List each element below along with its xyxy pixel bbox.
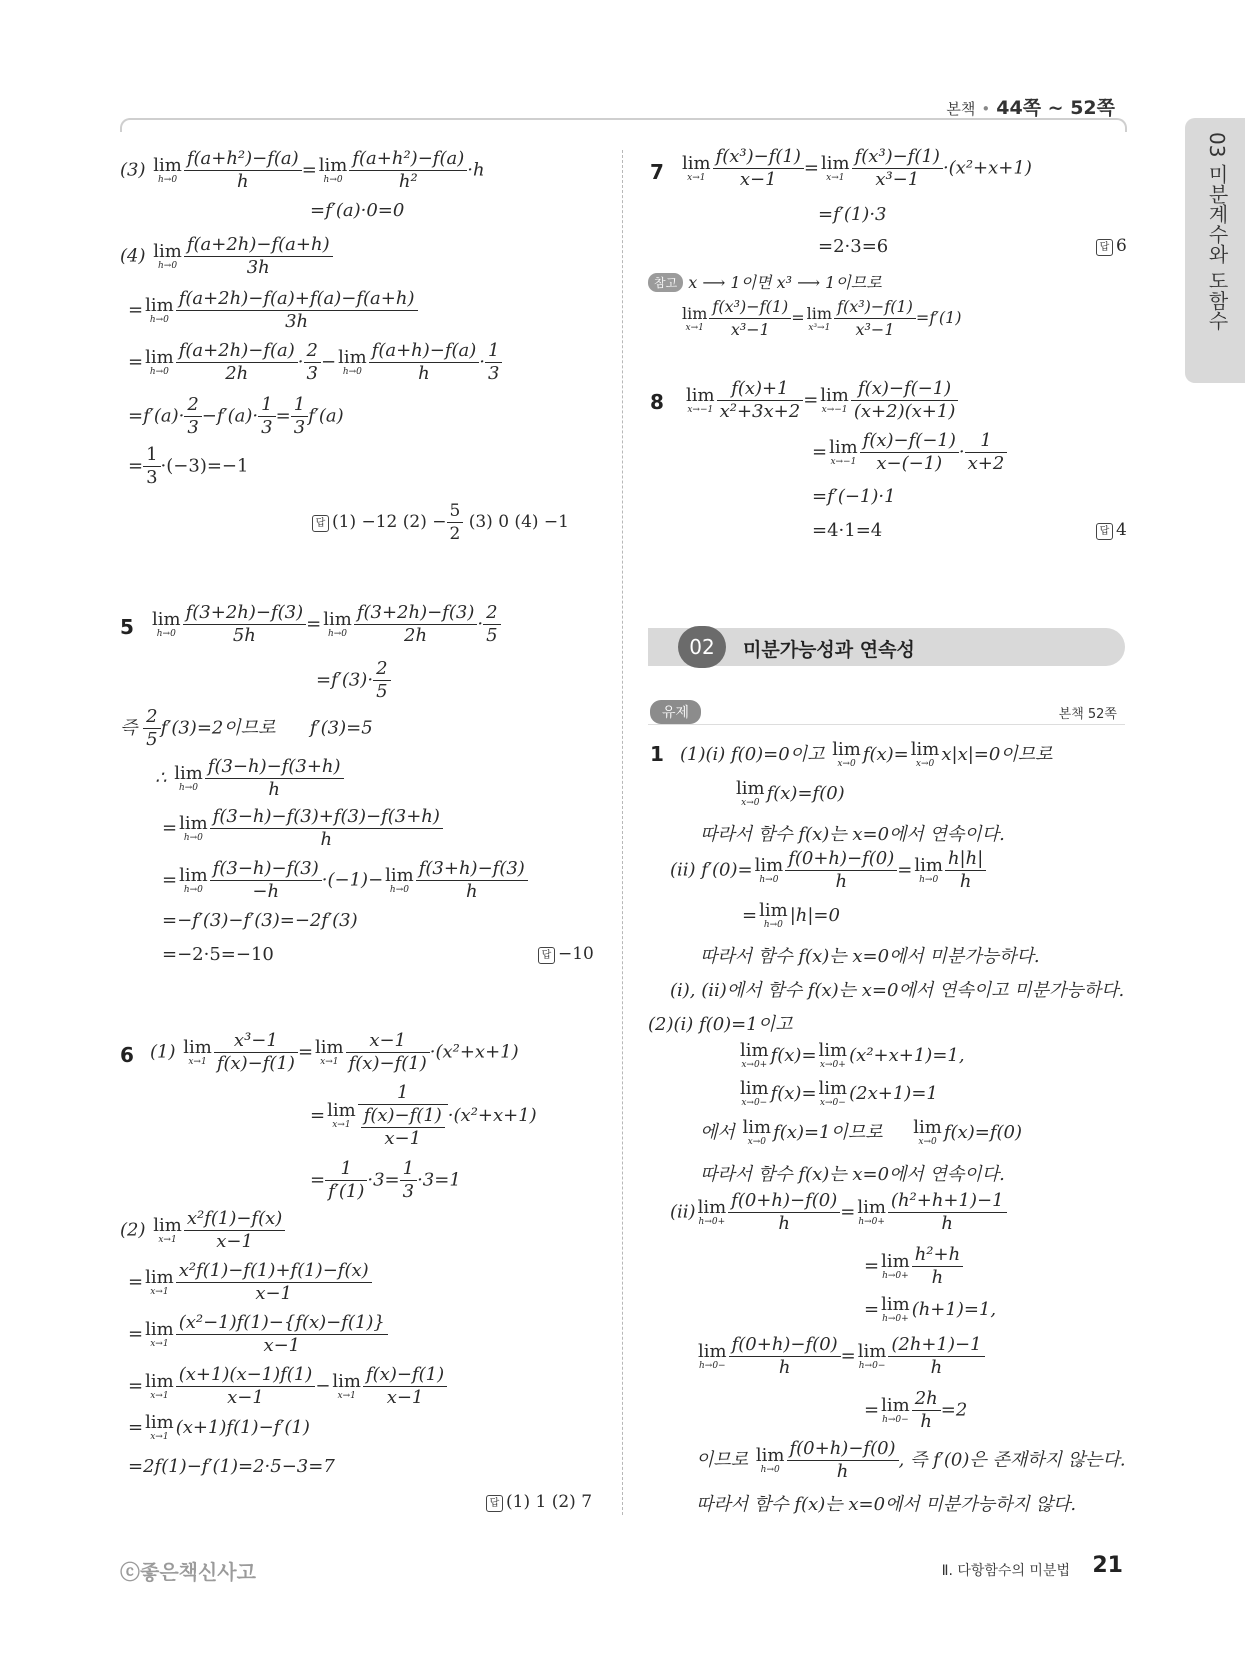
frac-den: h	[920, 1411, 932, 1432]
frac-num: f(0+h)−f(0)	[729, 1334, 841, 1357]
answer-badge-icon: 답	[312, 515, 329, 532]
frac-den: 3h	[285, 311, 309, 332]
answer-p1-4	[312, 500, 569, 545]
yuje-label: 유제	[650, 700, 701, 724]
note-label: 참고	[648, 273, 683, 292]
q6-line1: (1) lim x→1 $\frac{\text{x³−1}}{f(x)-f(1)}$ = lim x→1 $\frac{x-1}{f(x)-f(1)}$ ·(x²+x+1)	[150, 1030, 519, 1074]
section-header	[648, 628, 1125, 666]
frac-num: 5	[447, 500, 464, 523]
frac-den: x−1	[384, 1128, 422, 1149]
note-text: x ⟶ 1이면 x³ ⟶ 1이므로	[688, 273, 882, 292]
page-number: 21	[1092, 1553, 1123, 1578]
frac-den: −h	[252, 881, 280, 902]
frac-den: x³−1	[855, 320, 895, 339]
p3-line2: =f′(a)·0=0	[310, 200, 405, 221]
frac-den: 2	[449, 524, 461, 544]
frac-num: f(x³)−f(1)	[852, 146, 943, 169]
p4-line5: = $\frac{1}{3}$ ·(−3)=−1	[128, 444, 249, 488]
frac-den: h	[778, 1213, 790, 1234]
chapter-side-tab	[1185, 118, 1245, 383]
math-text: ·3=1	[417, 1169, 461, 1191]
q6-line5: = lim x→1 $\frac{\text{x²f(1)−f(1)+f(1)−f(x)}}{x-1}$	[128, 1260, 372, 1305]
footer-chapter: Ⅱ. 다항함수의 미분법	[941, 1563, 1070, 1579]
q7-note-line2: lim x→1 $\frac{\text{f(x³)−f(1)}}{\text{x³−1}}$ = lim x³→1 $\frac{\text{f(x³)−f(1)}}{\text{x³−1}}$ =f′(1)	[682, 297, 962, 339]
frac-den: h	[959, 871, 972, 892]
answer-badge-icon: 답	[1096, 523, 1113, 540]
p4-line1: (4) lim h→0 $\frac{f(a+2h)-f(a+h)}{3h}$	[120, 234, 333, 279]
answer-text: −10	[558, 944, 594, 964]
math-text: =f′(1)	[915, 308, 962, 327]
p1-line12: 따라서 함수 f(x)는 x=0에서 연속이다.	[700, 1164, 1005, 1185]
frac-den: h	[320, 829, 333, 850]
q6-line7: = lim x→1 $\frac{(x+1)(x-1)f(1)}{x-1}$ − lim x→1 $\frac{f(x)-f(1)}{x-1}$	[128, 1364, 447, 1409]
math-text: =f′(a)·	[128, 405, 185, 427]
p4-label: (4)	[120, 245, 146, 267]
math-text: (x+1)f(1)−f′(1)	[175, 1417, 310, 1438]
q7-line2: =f′(1)·3	[818, 204, 887, 225]
frac-num: 1	[325, 1158, 367, 1181]
answer-text: (3) 0 (4) −1	[463, 512, 569, 532]
math-text: (x²+x+1)=1,	[849, 1045, 965, 1066]
answer-text: (1) 1 (2) 7	[506, 1492, 593, 1512]
frac-den: h	[941, 1213, 954, 1234]
frac-num: f(3+2h)−f(3)	[354, 602, 478, 625]
math-text: ·(−1)−	[321, 869, 384, 891]
p1-line8: (2)(ⅰ) f(0)=1이고	[648, 1014, 793, 1035]
frac-num: x³−1	[214, 1030, 298, 1053]
frac-num: f(x)+1	[717, 378, 804, 401]
math-text: ·(x²+x+1)	[942, 157, 1032, 179]
q5-line8: =−2·5=−10	[162, 944, 274, 965]
frac-num: (h²+h+1)−1	[888, 1190, 1007, 1213]
header-book-label: 본책	[946, 100, 976, 118]
p4-line2: = lim h→0 $\frac{f(a+2h)-f(a)+f(a)-f(a+h)}{3h}$	[128, 288, 418, 333]
math-text: f(x)=	[770, 1083, 817, 1104]
frac-den: 2h	[225, 363, 249, 384]
math-text: , 즉 f′(0)은 존재하지 않는다.	[898, 1449, 1126, 1471]
frac-den: 5h	[232, 625, 256, 646]
frac-den: f′(1)	[328, 1181, 365, 1202]
frac-num: (2h+1)−1	[888, 1334, 984, 1357]
frac-num: f(3−h)−f(3)	[210, 858, 322, 881]
p1-line14: = lim h→0+ $\frac{\text{h²+h}}{h}$	[864, 1244, 963, 1289]
frac-den: x−(−1)	[876, 453, 943, 474]
p1-line2: lim x→0 f(x)=f(0)	[736, 778, 845, 808]
p1-line7: (ⅰ), (ⅱ)에서 함수 f(x)는 x=0에서 연속이고 미분가능하다.	[670, 980, 1125, 1001]
frac-den: x−1	[263, 1335, 301, 1356]
header-page-range: 44쪽 ~ 52쪽	[996, 97, 1115, 119]
math-text: f′(3)=2이므로	[160, 717, 276, 739]
frac-num: 1	[965, 430, 1008, 453]
yuje-bar	[648, 700, 1125, 725]
q5-line3: 즉 $\frac{2}{5}$ f′(3)=2이므로 f′(3)=5	[120, 706, 373, 750]
math-text: f(x)=f(0)	[943, 1122, 1022, 1143]
frac-num: f(0+h)−f(0)	[787, 1438, 899, 1461]
math-text: (1)(ⅰ) f(0)=0이고	[680, 744, 825, 765]
math-text: (ⅱ) f′(0)=	[670, 859, 753, 881]
frac-num: f(3+2h)−f(3)	[183, 602, 307, 625]
math-text: ·(x²+x+1)	[429, 1041, 519, 1063]
math-text: f′(a)	[308, 405, 344, 427]
answer-q8	[1096, 520, 1127, 540]
question-number-7: 7	[650, 160, 664, 184]
q6-line4: (2) lim x→1 $\frac{\text{x²f(1)−f(x)}}{x-1}$	[120, 1208, 285, 1253]
frac-num: f(x)−f(1)	[361, 1105, 445, 1128]
math-text: −f′(a)·	[201, 405, 259, 427]
answer-q7	[1096, 236, 1127, 256]
q5-line1: lim h→0 $\frac{f(3+2h)-f(3)}{5h}$ = lim h→0 $\frac{f(3+2h)-f(3)}{2h}$ · $\frac{2}{5}$	[150, 602, 501, 647]
frac-num: f(x³)−f(1)	[709, 296, 791, 319]
answer-text: (1) −12 (2) −	[332, 512, 447, 532]
chapter-side-tab-label: 03 미분계수와 도함수	[1205, 132, 1229, 331]
p1-line19: 따라서 함수 f(x)는 x=0에서 미분가능하지 않다.	[696, 1494, 1077, 1515]
frac-num: x²f(1)−f(1)+f(1)−f(x)	[176, 1260, 372, 1283]
question-number-6: 6	[120, 1043, 134, 1067]
answer-badge-icon: 답	[538, 947, 555, 964]
frac-den: x−1	[227, 1387, 264, 1408]
frac-den: h	[835, 871, 848, 892]
p1-line16: lim h→0− $\frac{f(0+h)-f(0)}{h}$ = lim h→0− $\frac{(2h+1)-1}{h}$	[696, 1334, 985, 1379]
yuje-page-ref: 본책 52쪽	[1058, 707, 1117, 722]
frac-den: h²	[398, 171, 418, 192]
frac-den: h	[836, 1461, 849, 1482]
frac-den: h	[778, 1357, 791, 1378]
q7-line3: =2·3=6	[818, 236, 889, 257]
q5-line5: = lim h→0 $\frac{f(3-h)-f(3)+f(3)-f(3+h)}{h}$	[162, 806, 443, 851]
frac-num: h²+h	[912, 1244, 963, 1267]
q8-line2: = lim x→−1 $\frac{f(x)-f(-1)}{x-(-1)}$ · $\frac{1}{x+2}$	[812, 430, 1007, 475]
p1-line4: (ⅱ) f′(0)= lim h→0 $\frac{f(0+h)-f(0)}{h}$ = lim h→0 $\frac{h|h|}{h}$	[670, 848, 986, 893]
question-number-8: 8	[650, 390, 664, 414]
q8-line4: =4·1=4	[812, 520, 883, 541]
q5-line6: = lim h→0 $\frac{f(3-h)-f(3)}{-h}$ ·(−1)− lim h→0 $\frac{f(3+h)-f(3)}{h}$	[162, 858, 528, 903]
math-text: 이므로	[696, 1449, 749, 1471]
frac-den: h	[236, 171, 249, 192]
math-text: 즉	[120, 717, 138, 739]
math-text: f(x)=	[770, 1045, 817, 1066]
frac-num: f(a+h²)−f(a)	[184, 148, 302, 171]
frac-num: f(a+h)−f(a)	[369, 340, 480, 363]
p1-line17: = lim h→0− $\frac{2h}{h}$ =2	[864, 1388, 968, 1432]
math-text: |h|=0	[789, 905, 840, 926]
math-text: ·(−3)=−1	[160, 455, 249, 477]
therefore-symbol: ∴	[155, 767, 167, 789]
math-text: ·(x²+x+1)	[447, 1105, 537, 1126]
frac-num: f(a+2h)−f(a+h)	[184, 234, 333, 257]
q6-line2: = lim x→1 $\frac{1}{\frac{f(x)-f(1)}{x-1}}$ ·(x²+x+1)	[310, 1082, 537, 1149]
section-title: 미분가능성과 연속성	[743, 639, 915, 661]
frac-den: f(x)−f(1)	[216, 1053, 295, 1074]
math-text: (2x+1)=1	[849, 1083, 938, 1104]
frac-num: 2h	[912, 1388, 941, 1411]
p1-line3: 따라서 함수 f(x)는 x=0에서 연속이다.	[700, 824, 1005, 845]
frac-num: 1	[358, 1082, 448, 1105]
q8-line3: =f′(−1)·1	[812, 486, 896, 507]
q5-line4: ∴ lim h→0 $\frac{f(3-h)-f(3+h)}{h}$	[155, 756, 344, 801]
frac-den: h	[418, 363, 430, 384]
math-text: ·h	[467, 159, 485, 181]
math-text: x|x|=0이므로	[941, 744, 1053, 765]
answer-q6	[486, 1492, 592, 1512]
frac-den: x−1	[216, 1231, 253, 1252]
frac-num: f(a+h²)−f(a)	[349, 148, 467, 171]
q6-line3: = $\frac{1}{f'(1)}$ ·3= $\frac{1}{3}$ ·3=1	[310, 1158, 461, 1202]
math-text: (h+1)=1,	[911, 1299, 997, 1320]
answer-badge-icon: 답	[1096, 239, 1113, 256]
publisher-logo: ⓒ좋은책신사고	[120, 1560, 256, 1584]
frac-den: (x+2)(x+1)	[853, 401, 956, 422]
math-text: f′(3)=5	[309, 717, 373, 739]
frac-num: (x+1)(x−1)f(1)	[176, 1364, 316, 1387]
math-text: 에서	[700, 1122, 735, 1143]
frac-num: f(x³)−f(1)	[713, 146, 804, 169]
frac-den: 2h	[404, 625, 428, 646]
p1-line6: 따라서 함수 f(x)는 x=0에서 미분가능하다.	[700, 946, 1040, 967]
frac-num: f(a+2h)−f(a)+f(a)−f(a+h)	[176, 288, 418, 311]
frac-num: (x²−1)f(1)−{f(x)−f(1)}	[176, 1312, 388, 1335]
frac-den: x+2	[967, 453, 1005, 474]
section-number: 02	[678, 626, 726, 668]
math-text: =f′(3)·	[316, 669, 374, 691]
frac-num: f(x)−f(−1)	[860, 430, 959, 453]
q5-line7: =−f′(3)−f′(3)=−2f′(3)	[162, 910, 358, 931]
frac-den: h	[931, 1267, 944, 1288]
frac-num: f(0+h)−f(0)	[785, 848, 897, 871]
math-text: (ⅱ)	[670, 1201, 696, 1223]
frac-den: x²+3x+2	[719, 401, 801, 422]
p1-line15: = lim h→0+ (h+1)=1,	[864, 1294, 997, 1324]
frac-den: x−1	[739, 169, 777, 190]
frac-num: f(x)−f(1)	[363, 1364, 447, 1387]
p1-line9: lim x→0+ f(x)= lim x→0+ (x²+x+1)=1,	[740, 1040, 965, 1070]
q6-line8: = lim x→1 (x+1)f(1)−f′(1)	[128, 1412, 310, 1442]
answer-q5	[538, 944, 594, 964]
frac-num: h|h|	[945, 848, 986, 871]
frac-den: x³−1	[730, 320, 770, 339]
q6-label2: (2)	[120, 1219, 146, 1241]
frac-den: h	[465, 881, 478, 902]
q6-label1: (1)	[150, 1041, 176, 1063]
frac-num: f(0+h)−f(0)	[728, 1190, 840, 1213]
answer-badge-icon: 답	[486, 1495, 503, 1512]
frac-den: x−1	[255, 1283, 292, 1304]
p1-line18: 이므로 lim h→0 $\frac{f(0+h)-f(0)}{h}$ , 즉 f′(0)은 존재하지 않는다.	[696, 1438, 1126, 1482]
frac-num: f(3−h)−f(3)+f(3)−f(3+h)	[210, 806, 443, 829]
math-text: =2	[940, 1399, 968, 1421]
q6-line9: =2f(1)−f′(1)=2·5−3=7	[128, 1456, 335, 1477]
p1-line1: (1)(ⅰ) f(0)=0이고 lim x→0 f(x)= lim x→0 x|x|=0이므로	[680, 739, 1053, 769]
q8-line1: lim x→−1 $\frac{f(x)+1}{\text{x²+3x+2}}$ = lim x→−1 $\frac{f(x)-f(-1)}{(x+2)(x+1)}$	[684, 378, 958, 423]
top-border	[120, 118, 1127, 132]
frac-num: f(x³)−f(1)	[834, 296, 916, 319]
p1-line13: (ⅱ) lim h→0+ $\frac{f(0+h)-f(0)}{h}$ = lim h→0+ $\frac{\text{(h²+h+1)−1}}{h}$	[670, 1190, 1007, 1235]
p1-line10: lim x→0− f(x)= lim x→0− (2x+1)=1	[740, 1078, 938, 1108]
frac-den: h	[930, 1357, 943, 1378]
frac-den: f(x)−f(1)	[348, 1053, 427, 1074]
frac-num: f(x)−f(−1)	[851, 378, 958, 401]
frac-den: 3h	[246, 257, 270, 278]
q7-line1: lim x→1 $\frac{\text{f(x³)−f(1)}}{x-1}$ = lim x→1 $\frac{\text{f(x³)−f(1)}}{\text{x³−1}}$ ·(x²+x+1)	[682, 146, 1032, 190]
frac-num: x−1	[346, 1030, 430, 1053]
math-text: f(x)=	[862, 744, 909, 765]
frac-num: f(3+h)−f(3)	[416, 858, 528, 881]
p4-line4: =f′(a)· $\frac{2}{3}$ −f′(a)· $\frac{1}{3}$ = $\frac{1}{3}$ f′(a)	[128, 394, 344, 438]
p1-line11: 에서 lim x→0 f(x)=1이므로 lim x→0 f(x)=f(0)	[700, 1117, 1022, 1147]
math-text: =	[275, 405, 291, 427]
frac-den: x³−1	[875, 169, 920, 190]
q6-line6: = lim x→1 $\frac{\text{(x²−1)f(1)−\{f(x)−f(1)\}}}{x-1}$	[128, 1312, 388, 1357]
frac-num: x²f(1)−f(x)	[184, 1208, 285, 1231]
question-number-1: 1	[650, 742, 664, 766]
answer-text: 6	[1116, 236, 1127, 256]
question-number-5: 5	[120, 615, 134, 639]
frac-den: h	[268, 779, 280, 800]
math-text: ·3=	[367, 1169, 400, 1191]
frac-den: x−1	[386, 1387, 424, 1408]
frac-num: f(a+2h)−f(a)	[176, 340, 298, 363]
frac-num: f(3−h)−f(3+h)	[205, 756, 344, 779]
column-divider	[622, 150, 623, 1515]
p4-line3: = lim h→0 $\frac{f(a+2h)-f(a)}{2h}$ · $\frac{2}{3}$ − lim h→0 $\frac{f(a+h)-f(a)}{h}$ · $\frac{1}{3}$	[128, 340, 502, 385]
q7-note-line1	[648, 270, 882, 293]
math-text: f(x)=1이므로	[773, 1122, 883, 1143]
page-header-range: 본책 • 44쪽 ~ 52쪽	[946, 97, 1115, 119]
p3-line1: (3) lim h→0 $\frac{\text{f(a+h²)−f(a)}}{h}$ = lim h→0 $\frac{\text{f(a+h²)−f(a)}}{\text{h²}}$ ·h	[120, 148, 485, 192]
p1-line5: = lim h→0 |h|=0	[742, 900, 840, 930]
math-text: ·	[297, 351, 304, 373]
answer-text: 4	[1116, 520, 1127, 540]
q5-line2: =f′(3)· $\frac{2}{5}$	[316, 658, 391, 703]
math-text: f(x)=f(0)	[766, 783, 845, 804]
p3-label: (3)	[120, 159, 146, 181]
